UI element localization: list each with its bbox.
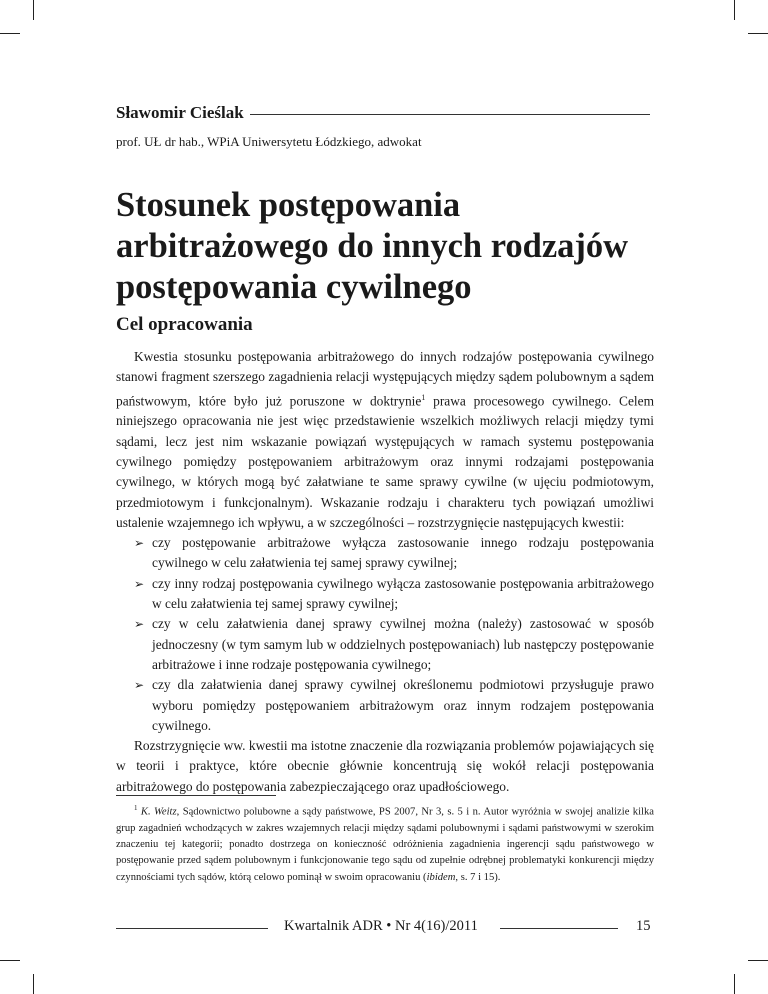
arrow-bullet-icon: ➢ xyxy=(134,536,145,551)
list-item-text: czy inny rodzaj postępowania cywilnego wyłącza zastosowanie postępowania arbitrażowego w celu załatwienia tej samej sprawy cywilnej; xyxy=(152,575,654,612)
crop-mark xyxy=(734,974,735,994)
page-number: 15 xyxy=(636,918,651,934)
section-heading: Cel opracowania xyxy=(116,314,253,335)
crop-mark xyxy=(748,960,768,961)
list-item-text: czy dla załatwienia danej sprawy cywilnej określonemu podmiotowi przysługuje prawo wyboru pomiędzy postępowaniem arbitrażowym oraz innym rodzajem postępowania cywilnego. xyxy=(152,677,654,733)
crop-mark xyxy=(0,960,20,961)
list-item xyxy=(116,533,654,574)
author-affiliation: prof. UŁ dr hab., WPiA Uniwersytetu Łódzkiego, adwokat xyxy=(116,134,422,149)
journal-footer: Kwartalnik ADR • Nr 4(16)/2011 xyxy=(284,918,478,934)
footnote-text-2: , s. 7 i 15). xyxy=(455,871,501,883)
list-item-text: czy postępowanie arbitrażowe wyłącza zastosowanie innego rodzaju postępowania cywilnego w celu załatwienia tej samej sprawy cywilnej; xyxy=(152,535,654,571)
list-item xyxy=(116,675,654,736)
article-title: Stosunek postępowania arbitrażowego do innych rodzajów postępowania cywilnego xyxy=(116,186,629,306)
crop-mark xyxy=(0,33,20,34)
paragraph-intro-part1: Kwestia stosunku postępowania arbitrażowego do innych rodzajów postępowania cywilnego stanowi fragment szerszego zagadnienia relacji występujących między sądem polubownym a sądem państwowym, które było już poruszone w doktrynie xyxy=(116,349,654,409)
footnote-rule xyxy=(116,795,276,796)
footnote-author: K. Weitz xyxy=(140,806,177,818)
crop-mark xyxy=(33,974,34,994)
paragraph-intro-part2: prawa procesowego cywilnego. Celem niniejszego opracowania nie jest więc przedstawienie wszelkich możliwych relacji między tymi sądami, lecz jest nim wskazanie powiązań występujących w ramach systemu postępowania cywilnego pomiędzy postępowaniem arbitrażowym oraz innymi rodzajami postępowania cywilnego, w których mogą być załatwiane te same sprawy cywilne (w ujęciu podmiotowym, przedmiotowym i funkcjonalnym). Wskazanie rodzaju i charakteru tych powiązań umożliwi ustalenie wzajemnego ich wpływu, a w szczególności – rozstrzygnięcie następujących kwestii: xyxy=(116,393,654,530)
list-item xyxy=(116,614,654,675)
paragraph-intro xyxy=(116,347,654,533)
crop-mark xyxy=(734,0,735,20)
list-item xyxy=(116,574,654,615)
crop-mark xyxy=(33,0,34,20)
list-item-text: czy w celu załatwienia danej sprawy cywilnej można (należy) zastosować w sposób jednoczesny (w tym samym lub w oddzielnych postępowaniach) lub następczy postępowanie arbitrażowe i inne rodzaje postępowania cywilnego; xyxy=(152,616,654,672)
arrow-bullet-icon: ➢ xyxy=(134,617,145,632)
footnote-number: 1 xyxy=(134,804,138,812)
author-rule xyxy=(250,114,650,115)
footer-rule-right xyxy=(500,928,618,929)
crop-mark xyxy=(748,33,768,34)
article-body xyxy=(116,347,654,797)
arrow-bullet-icon: ➢ xyxy=(134,678,145,693)
footnote-ref[interactable]: 1 xyxy=(421,392,426,402)
author-line xyxy=(116,103,650,123)
paragraph-conclusion: Rozstrzygnięcie ww. kwestii ma istotne znaczenie dla rozwiązania problemów pojawiających się w teorii i praktyce, które obecnie głównie koncentrują się wokół relacji postępowania arbitrażowego do postępowania zabezpieczającego oraz upadłościowego. xyxy=(116,738,654,794)
footnote-text-1: , Sądownictwo polubowne a sądy państwowe, PS 2007, Nr 3, s. 5 i n. Autor wyróżnia w swojej analizie kilka grup zagadnień wchodzących w zakres wzajemnych relacji między sądami polubownymi i sądami państwowymi w szerokim znaczeniu tej kategorii; ponadto dostrzega on konieczność odróżnienia zagadnienia ingerencji sądu państwowego w postępowanie przed sądem polubownym i funkcjonowanie tego sądu od zupełnie odrębnej problematyki konkurencji między czynnościami tych sądów, którą celowo pominął w swoim opracowaniu ( xyxy=(116,806,654,883)
question-list xyxy=(116,533,654,736)
footer-rule-left xyxy=(116,928,268,929)
author-name: Sławomir Cieślak xyxy=(116,103,244,122)
footnote-ibidem: ibidem xyxy=(426,871,456,883)
arrow-bullet-icon: ➢ xyxy=(134,576,145,591)
footnote xyxy=(116,800,654,886)
